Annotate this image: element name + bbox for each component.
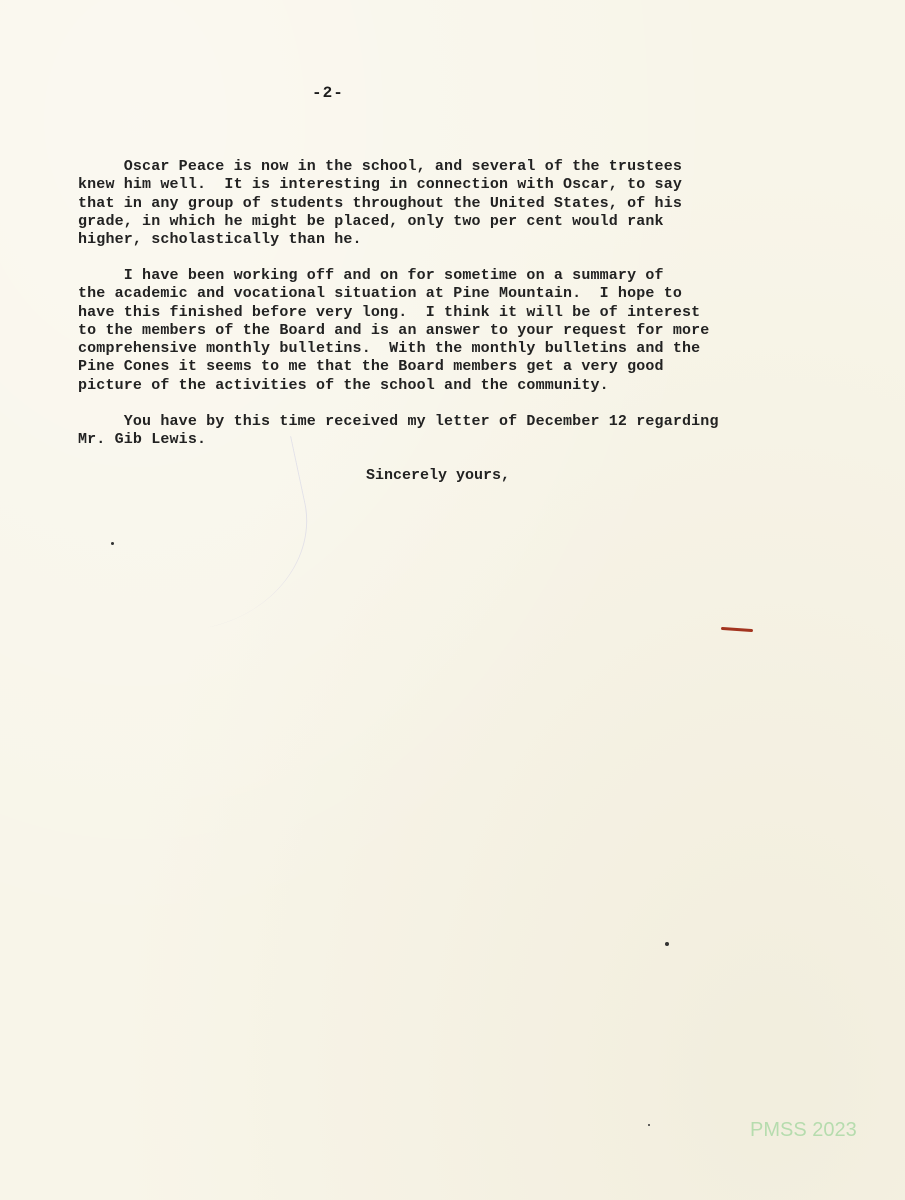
paragraph-line: Pine Cones it seems to me that the Board members get a very good	[78, 358, 664, 376]
paragraph-summary	[78, 267, 868, 395]
ink-speck	[665, 942, 669, 946]
paragraph-line: I have been working off and on for sometime on a summary of	[78, 267, 664, 284]
closing-salutation: Sincerely yours,	[366, 467, 511, 484]
red-ink-mark	[721, 627, 753, 632]
ink-speck	[111, 542, 114, 545]
paragraph-line: have this finished before very long. I think it will be of interest	[78, 303, 701, 321]
ink-speck	[648, 1124, 650, 1126]
page-number: -2-	[312, 84, 344, 102]
paper-fold-mark	[95, 436, 327, 644]
paragraph-oscar-peace	[78, 158, 868, 249]
paragraph-line: knew him well. It is interesting in connection with Oscar, to say	[78, 176, 682, 194]
paragraph-gib-lewis	[78, 413, 868, 450]
paragraph-line: grade, in which he might be placed, only two per cent would rank	[78, 212, 664, 230]
paragraph-line: that in any group of students throughout the United States, of his	[78, 194, 682, 212]
paragraph-line: You have by this time received my letter of December 12 regarding	[78, 413, 719, 430]
paragraph-line: Mr. Gib Lewis.	[78, 431, 207, 449]
paragraph-line: to the members of the Board and is an answer to your request for more	[78, 321, 710, 339]
archive-watermark: PMSS 2023	[750, 1119, 857, 1141]
paragraph-line: picture of the activities of the school and the community.	[78, 376, 609, 394]
paragraph-line: the academic and vocational situation at Pine Mountain. I hope to	[78, 285, 682, 303]
paragraph-line: higher, scholastically than he.	[78, 231, 362, 249]
paragraph-line: Oscar Peace is now in the school, and several of the trustees	[78, 158, 682, 175]
paragraph-line: comprehensive monthly bulletins. With the monthly bulletins and the	[78, 340, 701, 358]
